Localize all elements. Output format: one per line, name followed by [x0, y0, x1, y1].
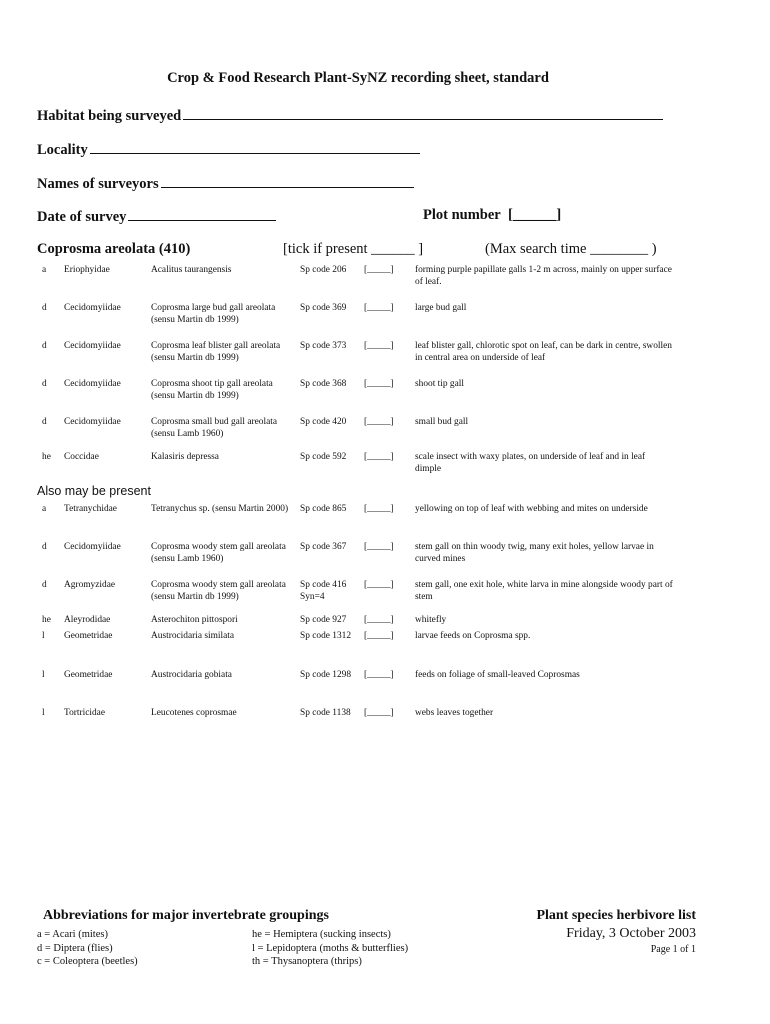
row-group: l — [42, 670, 45, 680]
abbr-item: a = Acari (mites) — [37, 929, 108, 940]
plot-box: [______] — [507, 207, 562, 223]
row-family: Coccidae — [64, 452, 99, 462]
row-family: Cecidomyiidae — [64, 303, 121, 313]
row-box-checkbox[interactable]: [_____] — [364, 542, 394, 552]
locality-line — [90, 140, 420, 154]
row-code: Sp code 420 — [300, 417, 347, 427]
abbreviations-right — [252, 928, 408, 969]
row-box-checkbox[interactable]: [_____] — [364, 504, 394, 514]
row-family: Eriophyidae — [64, 265, 110, 275]
row-desc: forming purple papillate galls 1-2 m across, mainly on upper surface of leaf. — [415, 265, 672, 287]
page-number: Page 1 of 1 — [650, 944, 696, 955]
row-family: Aleyrodidae — [64, 615, 111, 625]
row-desc: leaf blister gall, chlorotic spot on leaf, can be dark in centre, swollen in central area on underside of leaf — [415, 341, 672, 363]
row-species: Coprosma woody stem gall areolata (sensu Lamb 1960) — [151, 542, 286, 564]
date-label: Date of survey — [37, 209, 127, 225]
row-code: Sp code 206 — [300, 265, 347, 275]
footer-right — [536, 908, 696, 955]
row-desc: yellowing on top of leaf with webbing and mites on underside — [415, 504, 648, 514]
row-code: Sp code 592 — [300, 452, 347, 462]
row-box-checkbox[interactable]: [_____] — [364, 615, 394, 625]
row-species: Coprosma woody stem gall areolata (sensu Martin db 1999) — [151, 580, 286, 602]
surveyors-label: Names of surveyors — [37, 176, 159, 192]
row-family: Cecidomyiidae — [64, 417, 121, 427]
row-species: Leucotenes coprosmae — [151, 708, 237, 718]
row-desc: shoot tip gall — [415, 379, 464, 389]
locality-label: Locality — [37, 142, 88, 158]
row-desc: stem gall, one exit hole, white larva in mine alongside woody part of stem — [415, 580, 673, 602]
abbreviations-title: Abbreviations for major invertebrate groupings — [43, 908, 329, 923]
row-desc: small bud gall — [415, 417, 469, 427]
row-code: Sp code 927 — [300, 615, 347, 625]
row-species: Coprosma small bud gall areolata (sensu Lamb 1960) — [151, 417, 278, 439]
habitat-line — [183, 106, 663, 120]
row-family: Tetranychidae — [64, 504, 117, 514]
row-desc: whitefly — [415, 615, 447, 625]
row-box-checkbox[interactable]: [_____] — [364, 580, 394, 590]
row-box-checkbox[interactable]: [_____] — [364, 631, 394, 641]
row-species: Austrocidaria similata — [151, 631, 235, 641]
surveyors-field — [37, 174, 414, 193]
row-group: d — [42, 417, 47, 427]
row-group: d — [42, 542, 47, 552]
row-group: he — [42, 615, 51, 625]
row-group: d — [42, 379, 47, 389]
row-code: Sp code 1138 — [300, 708, 351, 718]
max-search-time: (Max search time ________ ) — [485, 241, 657, 257]
row-desc: large bud gall — [415, 303, 467, 313]
row-family: Geometridae — [64, 631, 113, 641]
abbr-item: he = Hemiptera (sucking insects) — [252, 929, 391, 940]
row-desc: feeds on foliage of small-leaved Coprosmas — [415, 670, 580, 680]
row-code: Sp code 373 — [300, 341, 347, 351]
row-group: l — [42, 631, 45, 641]
row-box-checkbox[interactable]: [_____] — [364, 417, 394, 427]
row-desc: larvae feeds on Coprosma spp. — [415, 631, 531, 641]
sheet-title: Crop & Food Research Plant-SyNZ recording sheet, standard — [167, 70, 549, 86]
row-code: Sp code 1298 — [300, 670, 352, 680]
row-box-checkbox[interactable]: [_____] — [364, 670, 394, 680]
row-group: a — [42, 265, 47, 275]
row-family: Tortricidae — [64, 708, 105, 718]
row-group: l — [42, 708, 45, 718]
row-family: Agromyzidae — [64, 580, 116, 590]
row-group: d — [42, 341, 47, 351]
abbr-item: d = Diptera (flies) — [37, 942, 113, 954]
also-present-heading: Also may be present — [37, 484, 151, 498]
row-species: Coprosma leaf blister gall areolata (sensu Martin db 1999) — [151, 341, 281, 363]
row-species: Coprosma large bud gall areolata (sensu Martin db 1999) — [151, 303, 276, 325]
row-code: Sp code 865 — [300, 504, 347, 514]
row-species: Asterochiton pittospori — [151, 615, 238, 625]
row-box-checkbox[interactable]: [_____] — [364, 379, 394, 389]
row-group: d — [42, 580, 47, 590]
row-species: Tetranychus sp. (sensu Martin 2000) — [151, 504, 289, 514]
row-code: Sp code 367 — [300, 542, 347, 552]
row-box-checkbox[interactable]: [_____] — [364, 708, 394, 718]
row-family: Cecidomyiidae — [64, 379, 121, 389]
species-name: Coprosma areolata (410) — [37, 241, 191, 257]
row-species: Kalasiris depressa — [151, 452, 219, 462]
row-desc: stem gall on thin woody twig, many exit holes, yellow larvae in curved mines — [415, 542, 654, 564]
row-code: Sp code 416 Syn=4 — [300, 580, 347, 602]
date-line — [128, 207, 276, 221]
row-group: d — [42, 303, 47, 313]
row-code: Sp code 368 — [300, 379, 347, 389]
row-box-checkbox[interactable]: [_____] — [364, 452, 394, 462]
surveyors-line — [161, 174, 414, 188]
locality-field — [37, 140, 420, 159]
row-species: Acalitus taurangensis — [151, 265, 232, 275]
row-group: he — [42, 452, 51, 462]
row-box-checkbox[interactable]: [_____] — [364, 265, 394, 275]
plot-label: Plot number — [423, 207, 501, 223]
row-box-checkbox[interactable]: [_____] — [364, 341, 394, 351]
row-family: Cecidomyiidae — [64, 341, 121, 351]
row-code: Sp code 369 — [300, 303, 347, 313]
row-family: Geometridae — [64, 670, 113, 680]
row-species: Austrocidaria gobiata — [151, 670, 232, 680]
row-desc: scale insect with waxy plates, on underside of leaf and in leaf dimple — [415, 452, 646, 474]
row-code: Sp code 1312 — [300, 631, 352, 641]
row-group: a — [42, 504, 47, 514]
row-family: Cecidomyiidae — [64, 542, 121, 552]
plot-field — [423, 207, 561, 224]
abbreviations-left — [37, 928, 138, 969]
row-desc: webs leaves together — [415, 708, 494, 718]
row-species: Coprosma shoot tip gall areolata (sensu Martin db 1999) — [151, 379, 273, 401]
abbr-item: l = Lepidoptera (moths & butterflies) — [252, 942, 409, 954]
herbivore-list-title: Plant species herbivore list — [536, 908, 696, 923]
abbr-item: th = Thysanoptera (thrips) — [252, 956, 362, 967]
date-field — [37, 207, 276, 226]
habitat-field — [37, 106, 663, 125]
tick-if-present: [tick if present ______ ] — [283, 241, 424, 257]
abbr-item: c = Coleoptera (beetles) — [37, 956, 138, 967]
habitat-label: Habitat being surveyed — [37, 108, 182, 124]
footer-date: Friday, 3 October 2003 — [566, 926, 696, 941]
row-box-checkbox[interactable]: [_____] — [364, 303, 394, 313]
